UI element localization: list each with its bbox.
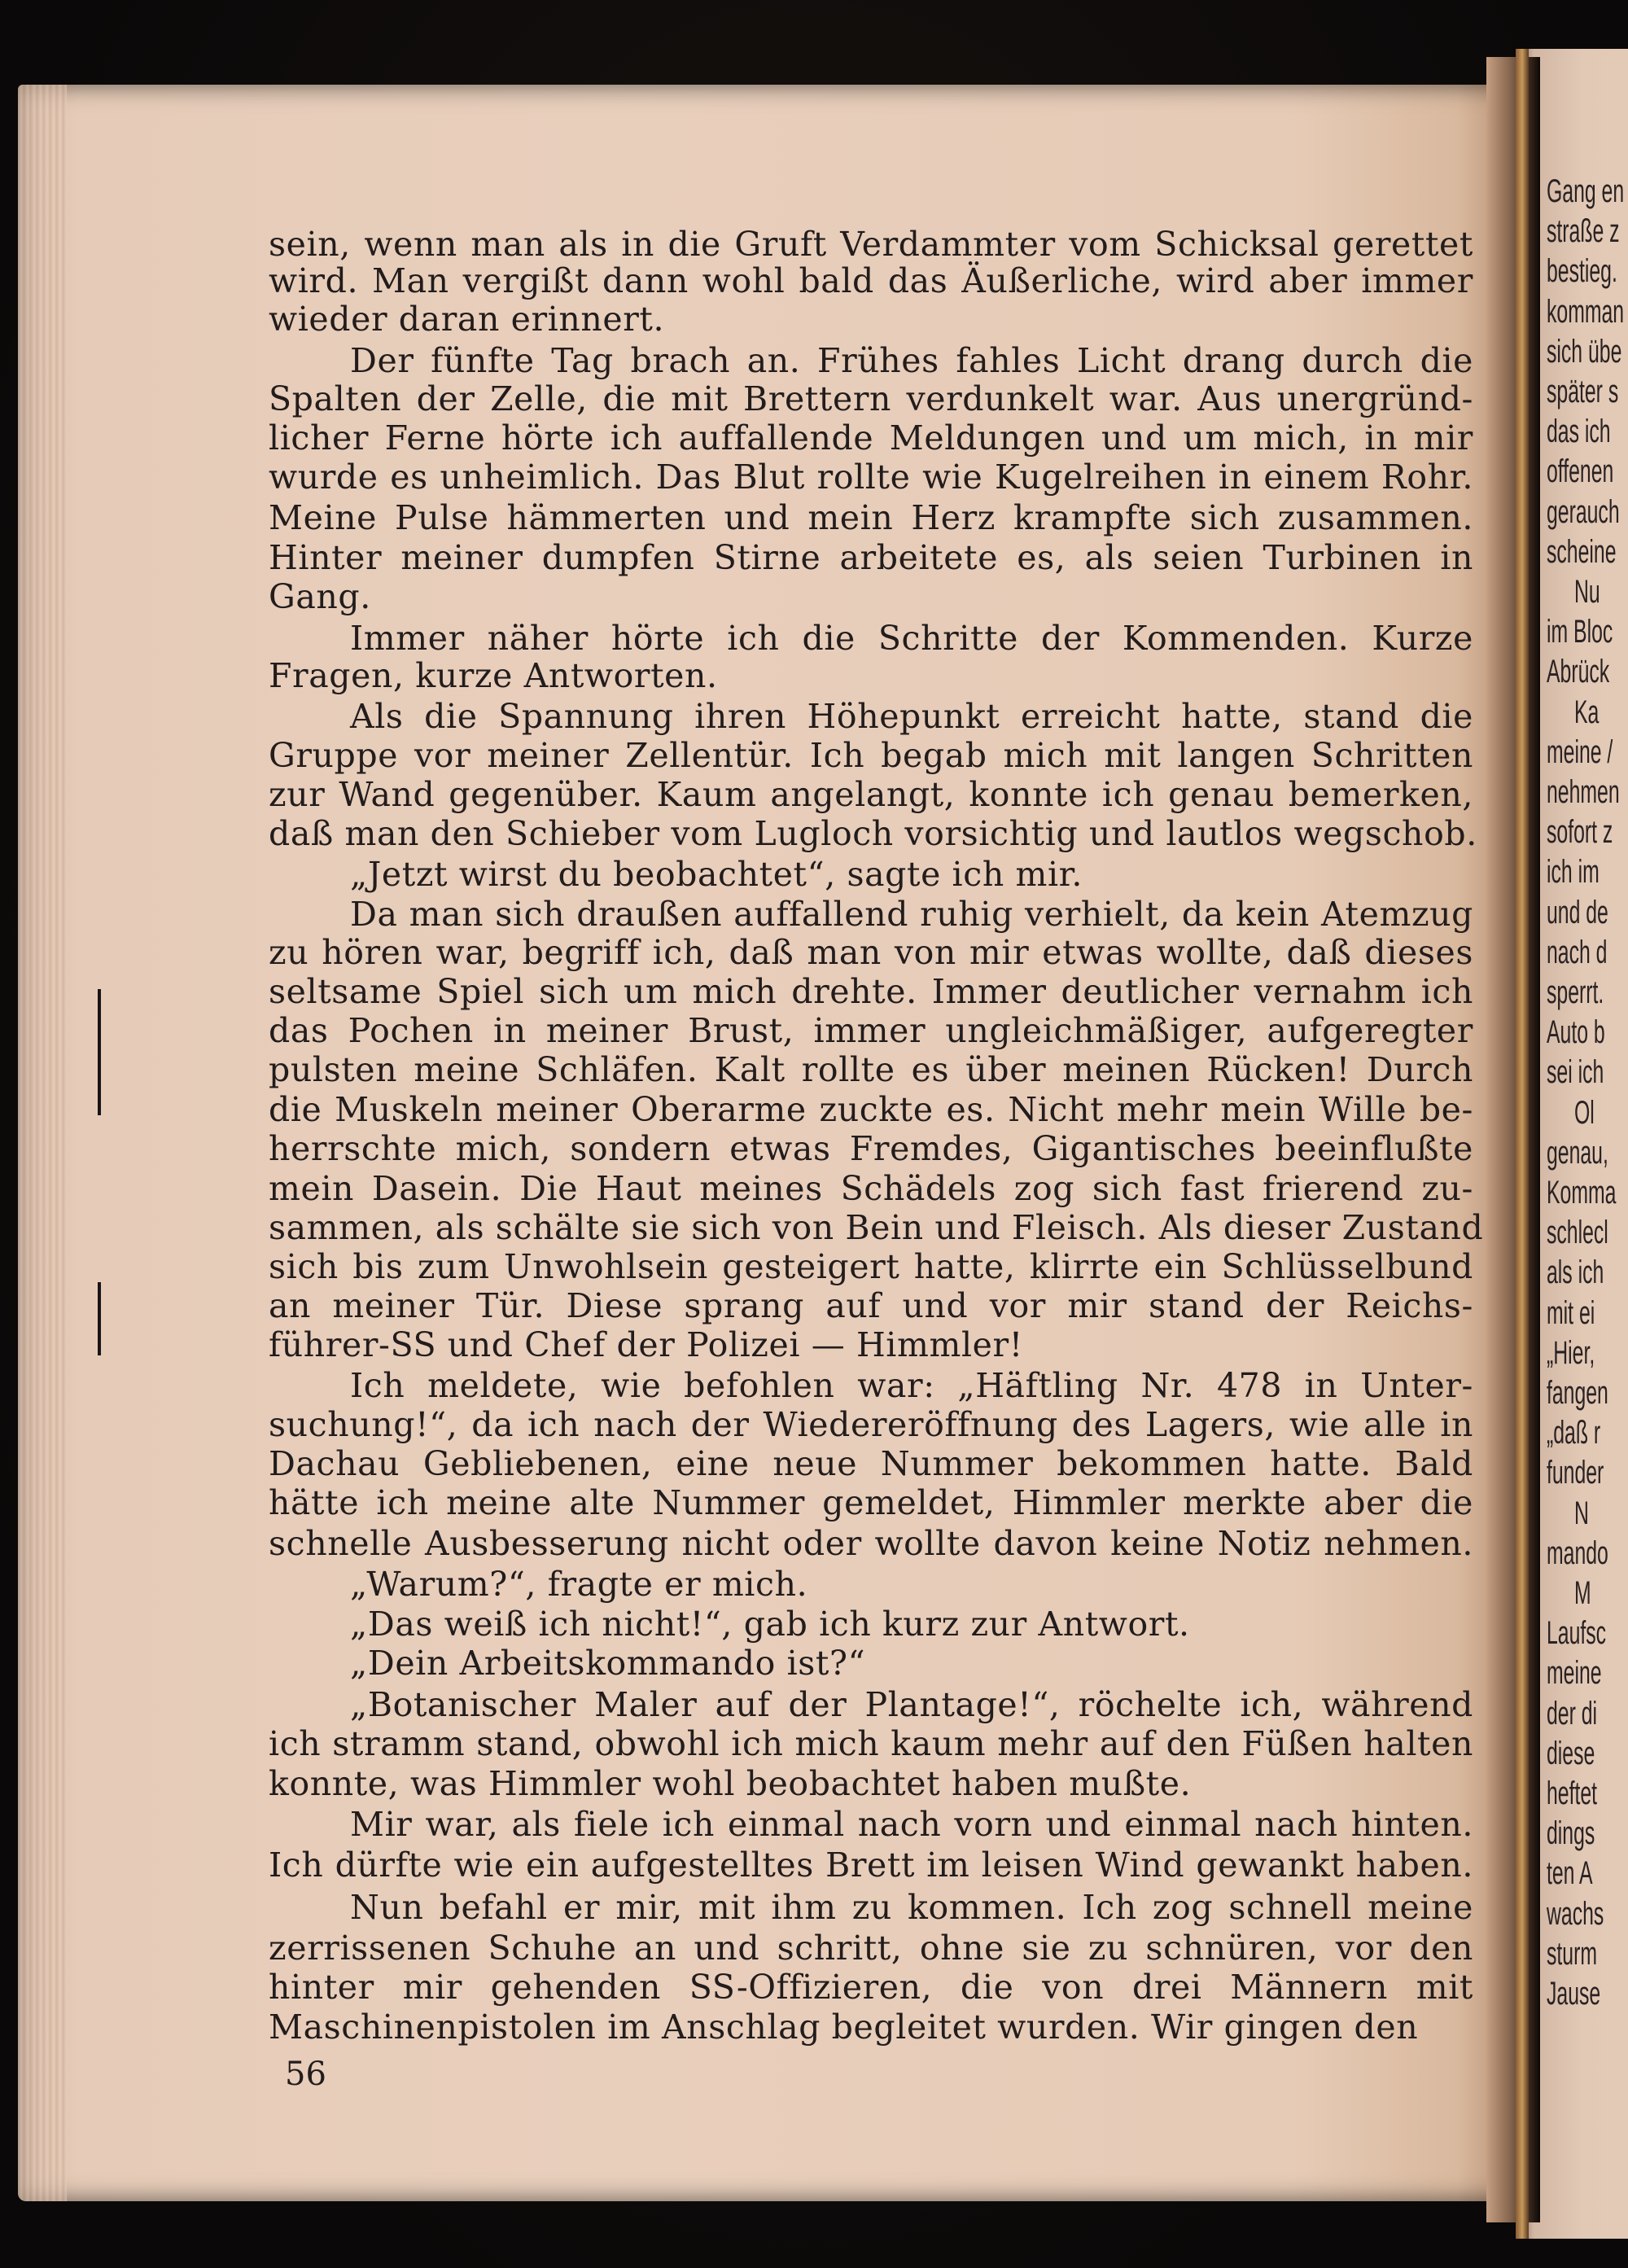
right-page-fragment: mando	[1547, 1535, 1608, 1571]
right-page-fragment: Ol	[1574, 1094, 1595, 1131]
right-page-fragment: sei ich	[1547, 1054, 1604, 1091]
text-line: „Das weiß ich nicht!“, gab ich kurz zur Antwort.	[350, 1605, 1190, 1644]
text-line: hinter mir gehenden SS-Offizieren, die von drei Männern mit	[269, 1968, 1473, 2007]
text-line: Meine Pulse hämmerten und mein Herz krampfte sich zusammen.	[269, 498, 1473, 537]
right-page-fragment: Abrück	[1547, 654, 1610, 690]
right-page-fragment: wachs	[1547, 1895, 1604, 1932]
text-line: „Jetzt wirst du beobachtet“, sagte ich mir.	[350, 855, 1083, 894]
text-line: Da man sich draußen auffallend ruhig verhielt, da kein Atemzug	[350, 895, 1473, 934]
text-line: Gang.	[269, 577, 371, 616]
text-line: „Botanischer Maler auf der Plantage!“, röchelte ich, während	[350, 1685, 1473, 1724]
right-page-fragment: Ka	[1574, 694, 1600, 730]
text-line: daß man den Schieber vom Lugloch vorsichtig und lautlos wegschob.	[269, 814, 1477, 853]
right-page-fragment: gerauch	[1547, 493, 1620, 530]
margin-mark-upper	[98, 989, 101, 1115]
right-page-fragment: heftet	[1547, 1775, 1598, 1811]
right-page-fragment: ich im	[1547, 854, 1600, 891]
text-line: Mir war, als fiele ich einmal nach vorn und einmal nach hinten.	[350, 1805, 1473, 1844]
right-page-fragment: Nu	[1574, 574, 1600, 610]
text-line: hätte ich meine alte Nummer gemeldet, Himmler merkte aber die	[269, 1483, 1473, 1522]
text-line: mein Dasein. Die Haut meines Schädels zog sich fast frierend zu-	[269, 1169, 1473, 1208]
text-line: seltsame Spiel sich um mich drehte. Immer deutlicher vernahm ich	[269, 972, 1473, 1011]
text-line: zur Wand gegenüber. Kaum angelangt, konnte ich genau bemerken,	[269, 775, 1473, 814]
right-page-fragment: Auto b	[1547, 1014, 1605, 1051]
text-line: Hinter meiner dumpfen Stirne arbeitete es, als seien Turbinen in	[269, 538, 1473, 577]
text-line: Als die Spannung ihren Höhepunkt erreicht hatte, stand die	[350, 697, 1473, 736]
right-page-fragment: M	[1574, 1575, 1591, 1611]
right-page-fragment: diese	[1547, 1735, 1595, 1771]
right-page-fragment: offenen	[1547, 453, 1614, 490]
text-line: Spalten der Zelle, die mit Brettern verdunkelt war. Aus unergründ-	[269, 379, 1473, 418]
text-line: Gruppe vor meiner Zellentür. Ich begab mich mit langen Schritten	[269, 736, 1473, 775]
right-page-fragment: Gang en	[1547, 173, 1625, 209]
right-page-fragment: komman	[1547, 293, 1625, 330]
text-line: pulsten meine Schläfen. Kalt rollte es über meinen Rücken! Durch	[269, 1050, 1473, 1089]
margin-mark-lower	[98, 1282, 101, 1355]
text-line: sammen, als schälte sie sich von Bein und Fleisch. Als dieser Zustand	[269, 1208, 1484, 1247]
text-line: Der fünfte Tag brach an. Frühes fahles Licht drang durch die	[350, 341, 1473, 380]
text-line: Maschinenpistolen im Anschlag begleitet wurden. Wir gingen den	[269, 2007, 1419, 2047]
text-line: „Warum?“, fragte er mich.	[350, 1565, 808, 1604]
binding-strip	[1516, 49, 1529, 2239]
right-page-fragment: schlecl	[1547, 1215, 1608, 1251]
text-line: an meiner Tür. Diese sprang auf und vor mir stand der Reichs-	[269, 1286, 1473, 1325]
right-page-fragment: meine	[1547, 1655, 1602, 1692]
text-line: Ich meldete, wie befohlen war: „Häftling Nr. 478 in Unter-	[350, 1366, 1473, 1405]
right-page-fragment: meine /	[1547, 733, 1613, 770]
text-line: sich bis zum Unwohlsein gesteigert hatte, klirrte ein Schlüsselbund	[269, 1247, 1473, 1286]
right-page-fragment: Komma	[1547, 1175, 1617, 1211]
right-page-fragment: sturm	[1547, 1935, 1597, 1972]
text-line: „Dein Arbeitskommando ist?“	[350, 1644, 866, 1683]
right-page-fragment: sperrt.	[1547, 974, 1604, 1010]
right-page-fragment: straße z	[1547, 213, 1620, 250]
right-page-fragment: scheine	[1547, 533, 1617, 570]
right-page-fragment: nach d	[1547, 934, 1608, 970]
right-page-fragment: bestieg.	[1547, 253, 1617, 290]
right-page-fragment: funder	[1547, 1455, 1604, 1491]
text-line: schnelle Ausbesserung nicht oder wollte davon keine Notiz nehmen.	[269, 1524, 1473, 1563]
text-line: führer-SS und Chef der Polizei — Himmler!	[269, 1325, 1023, 1364]
text-line: zu hören war, begriff ich, daß man von mir etwas wollte, daß dieses	[269, 933, 1473, 972]
right-page-fragment: später s	[1547, 374, 1619, 409]
text-line: das Pochen in meiner Brust, immer ungleichmäßiger, aufgeregter	[269, 1011, 1473, 1050]
text-line: wurde es unheimlich. Das Blut rollte wie Kugelreihen in einem Rohr.	[269, 458, 1473, 497]
right-page-fragment: Laufsc	[1547, 1615, 1607, 1652]
page-number: 56	[285, 2056, 326, 2093]
gutter-shadow	[1529, 57, 1540, 2222]
text-line: Dachau Gebliebenen, eine neue Nummer bekommen hatte. Bald	[269, 1444, 1473, 1483]
right-page-fragment: mit ei	[1547, 1294, 1595, 1331]
text-line: suchung!“, da ich nach der Wiedereröffnung des Lagers, wie alle in	[269, 1405, 1473, 1444]
right-page-fragment: N	[1574, 1495, 1589, 1531]
text-line: wird. Man vergißt dann wohl bald das Äußerliche, wird aber immer	[269, 261, 1473, 300]
text-line: sein, wenn man als in die Gruft Verdammter vom Schicksal gerettet	[269, 225, 1473, 264]
text-line: konnte, was Himmler wohl beobachtet haben mußte.	[269, 1764, 1192, 1803]
text-line: Fragen, kurze Antworten.	[269, 656, 718, 695]
text-line: herrschte mich, sondern etwas Fremdes, Gigantisches beeinflußte	[269, 1129, 1473, 1168]
text-line: licher Ferne hörte ich auffallende Meldungen und um mich, in mir	[269, 418, 1473, 458]
text-line: Immer näher hörte ich die Schritte der Kommenden. Kurze	[350, 619, 1473, 658]
right-page-fragment: der di	[1547, 1695, 1598, 1732]
right-page-fragment: „Hier,	[1547, 1334, 1595, 1371]
text-line: Ich dürfte wie ein aufgestelltes Brett im leisen Wind gewankt haben.	[269, 1845, 1473, 1885]
right-page-fragment: ten A	[1547, 1855, 1593, 1892]
right-page-fragment: dings	[1547, 1815, 1595, 1852]
right-page-fragment: im Bloc	[1547, 614, 1613, 650]
right-page-fragment: Jause	[1547, 1976, 1601, 2012]
right-page-fragment: fangen	[1547, 1375, 1608, 1411]
right-page-fragment: sofort z	[1547, 814, 1613, 851]
text-line: wieder daran erinnert.	[269, 300, 665, 339]
text-line: Nun befahl er mir, mit ihm zu kommen. Ich zog schnell meine	[350, 1888, 1473, 1927]
right-page-fragment: „daß r	[1547, 1415, 1601, 1451]
text-line: zerrissenen Schuhe an und schritt, ohne sie zu schnüren, vor den	[269, 1929, 1473, 1968]
text-line: die Muskeln meiner Oberarme zuckte es. Nicht mehr mein Wille be-	[269, 1090, 1473, 1129]
page-edge	[18, 85, 67, 2201]
text-line: ich stramm stand, obwohl ich mich kaum mehr auf den Füßen halten	[269, 1724, 1473, 1763]
right-page-fragment: das ich	[1547, 414, 1611, 450]
right-page-fragment: sich übe	[1547, 333, 1622, 370]
right-page-fragment: und de	[1547, 894, 1608, 930]
right-page-fragment: nehmen	[1547, 774, 1620, 810]
right-page-fragment: als ich	[1547, 1254, 1604, 1291]
right-page-fragment: genau,	[1547, 1134, 1608, 1171]
